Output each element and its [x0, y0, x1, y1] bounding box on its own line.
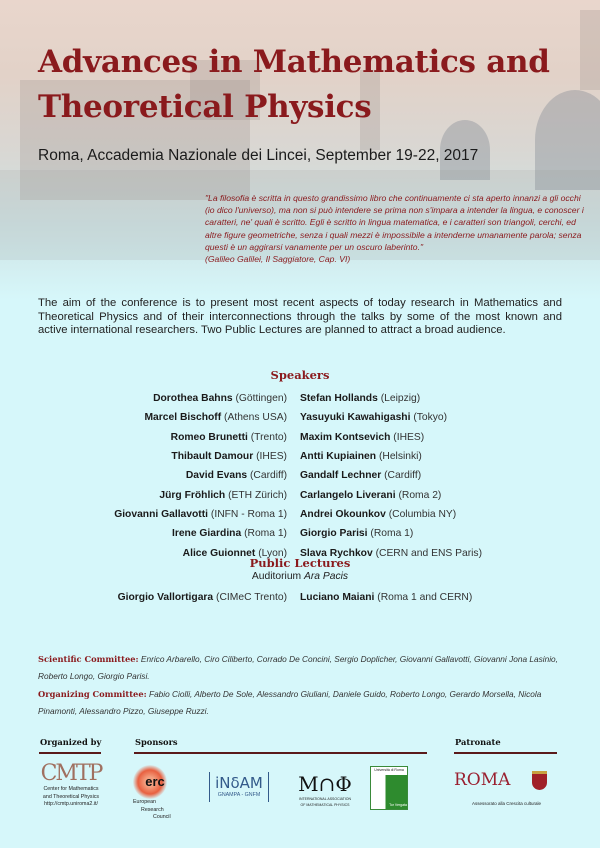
speaker-affiliation: (Helsinki): [378, 451, 422, 463]
speaker-name: Jürg Fröhlich: [159, 489, 226, 501]
quote-text: "La filosofia è scritta in questo grandissimo libro che continuamente ci sta aperto innanzi a gli occhi (io dico l'universo), ma non si può intendere se prima non s'impara a intender la lingua, e conoscer i caratteri, ne' quali è scritto. Egli è scritto in lingua matematica, e i caratteri son triangoli, cerchi, ed altre figure geometriche, senza i quali mezzi è impossibile a intenderne umanamente parola; senza questi è un aggirarsi vanamente per un oscuro laberinto.": [205, 193, 584, 252]
speaker-row: [0, 428, 600, 447]
speaker-affiliation: (Athens USA): [224, 412, 287, 424]
speaker-row: [0, 588, 600, 607]
speaker-entry: [293, 393, 600, 404]
speaker-entry: [293, 470, 600, 481]
tor-vergata-logo: [370, 766, 408, 810]
speaker-affiliation: (Lyon): [258, 547, 287, 559]
speaker-name: Yasuyuki Kawahigashi: [300, 412, 411, 424]
speaker-entry: [293, 412, 600, 423]
speaker-affiliation: (Cardiff): [250, 470, 287, 482]
speaker-name: David Evans: [185, 470, 248, 482]
speaker-name: Gandalf Lechner: [300, 470, 382, 482]
venue-name: Ara Pacis: [304, 571, 349, 582]
speaker-row: [0, 447, 600, 466]
speaker-name: Thibault Damour: [171, 451, 254, 463]
cmtp-name-line1: Center for Mathematics: [43, 786, 99, 792]
speaker-row: [0, 524, 600, 543]
speaker-row: [0, 408, 600, 427]
divider: [134, 752, 427, 754]
speaker-affiliation: (Roma 1 and CERN): [377, 592, 473, 604]
speaker-entry: [0, 528, 293, 539]
speaker-row: [0, 505, 600, 524]
speaker-affiliation: (ETH Zürich): [228, 489, 287, 501]
speaker-affiliation: (Columbia NY): [388, 508, 457, 520]
iamp-line2: OF MATHEMATICAL PHYSICS: [300, 803, 350, 807]
speaker-name: Dorothea Bahns: [153, 393, 233, 405]
speaker-name: Carlangelo Liverani: [300, 489, 396, 501]
speaker-row: [0, 389, 600, 408]
speaker-affiliation: (INFN - Roma 1): [210, 508, 287, 520]
speaker-entry: [293, 451, 600, 462]
aim-paragraph: The aim of the conference is to present most recent aspects of today research in Mathematics and Theoretical Physics and of their interconnections through the talks by some of the most known and active international researchers. Two Public Lectures are planned to attract a broad audience.: [38, 297, 562, 337]
cmtp-url[interactable]: http://cmtp.uniroma2.it/: [44, 801, 98, 807]
speaker-name: Maxim Kontsevich: [300, 431, 391, 443]
speaker-affiliation: (CIMeC Trento): [216, 592, 287, 604]
roma-logo-text: ROMA: [454, 770, 511, 790]
tor-vergata-top: Università di Roma: [371, 767, 407, 775]
iamp-logo: [295, 772, 355, 808]
speaker-entry: [293, 432, 600, 443]
speaker-row: [0, 466, 600, 485]
divider: [39, 752, 101, 754]
venue-prefix: Auditorium: [251, 571, 302, 582]
speaker-name: Slava Rychkov: [300, 547, 373, 559]
speaker-affiliation: (Roma 1): [370, 528, 414, 540]
sponsors-heading: Sponsors: [135, 737, 178, 747]
cmtp-logo: [36, 762, 106, 809]
page-title: Advances in Mathematics and Theoretical Physics: [38, 44, 550, 125]
roma-crest-icon: [532, 771, 547, 790]
speaker-name: Antti Kupiainen: [300, 451, 377, 463]
speaker-entry: [293, 528, 600, 539]
speaker-entry: [293, 592, 600, 603]
speaker-affiliation: (IHES): [393, 431, 425, 443]
speaker-entry: [293, 490, 600, 501]
roma-sub: Assessorato alla Crescita culturale: [471, 801, 542, 806]
speaker-name: Irene Giardina: [171, 528, 242, 540]
scientific-committee: [38, 651, 568, 686]
speaker-entry: [0, 393, 293, 404]
speaker-name: Andrei Okounkov: [300, 508, 386, 520]
tor-vergata-bottom: Tor Vergata: [389, 802, 407, 807]
iamp-line1: INTERNATIONAL ASSOCIATION: [298, 797, 352, 801]
speaker-affiliation: (Roma 2): [398, 489, 442, 501]
speaker-row: [0, 485, 600, 504]
speaker-entry: [0, 490, 293, 501]
indam-logo: [209, 772, 269, 802]
speaker-affiliation: (Tokyo): [413, 412, 448, 424]
organized-by-heading: Organized by: [40, 737, 102, 747]
organizing-committee: [38, 686, 568, 721]
scientific-committee-label: Scientific Committee:: [38, 654, 139, 664]
speaker-entry: [0, 412, 293, 423]
speaker-name: Romeo Brunetti: [170, 431, 248, 443]
speaker-name: Luciano Maiani: [300, 592, 375, 604]
indam-logo-mark: iNδAM: [215, 774, 263, 792]
erc-line2: Research: [141, 806, 164, 813]
venue: [0, 571, 600, 582]
erc-logo: [133, 765, 178, 822]
divider: [454, 752, 557, 754]
speaker-entry: [293, 509, 600, 520]
cmtp-logo-mark: CMTP: [40, 761, 102, 786]
speaker-affiliation: (IHES): [256, 451, 287, 463]
organizing-committee-label: Organizing Committee:: [38, 688, 147, 699]
speaker-name: Giorgio Parisi: [300, 528, 368, 540]
speaker-affiliation: (Göttingen): [235, 393, 287, 405]
public-lectures-heading: Public Lectures: [249, 556, 351, 570]
erc-line3: Council: [153, 814, 171, 820]
speaker-affiliation: (Roma 1): [244, 528, 287, 540]
speaker-entry: [0, 592, 293, 603]
speaker-affiliation: (Trento): [250, 431, 287, 443]
speaker-name: Alice Guionnet: [182, 547, 256, 559]
speakers-heading: Speakers: [270, 368, 330, 382]
speaker-affiliation: (Cardiff): [384, 470, 422, 482]
speaker-name: Giovanni Gallavotti: [114, 508, 209, 520]
roma-logo: [454, 770, 559, 808]
patronate-heading: Patronate: [455, 737, 501, 747]
scientific-committee-members: Enrico Arbarello, Ciro Ciliberto, Corrado De Concini, Sergio Doplicher, Giovanni Gallavotti, Giovanni Jona Lasinio, Roberto Longo, Giorgio Parisi.: [38, 654, 558, 682]
erc-line1: European: [133, 799, 156, 805]
committees: [38, 651, 568, 720]
iamp-logo-mark: M∩Φ: [298, 772, 352, 796]
galileo-quote: [205, 192, 585, 265]
cmtp-name-line2: and Theoretical Physics: [42, 793, 100, 800]
speaker-affiliation: (Leipzig): [380, 393, 421, 405]
subtitle: Roma, Accademia Nazionale dei Lincei, September 19-22, 2017: [38, 147, 479, 164]
speaker-entry: [0, 451, 293, 462]
speaker-affiliation: (CERN and ENS Paris): [375, 547, 483, 559]
speaker-name: Marcel Bischoff: [144, 412, 222, 424]
speaker-entry: [0, 470, 293, 481]
quote-source: (Galileo Galilei, Il Saggiatore, Cap. VI): [205, 254, 351, 265]
speaker-entry: [0, 509, 293, 520]
speakers-list: [0, 389, 600, 563]
erc-logo-mark: erc: [133, 765, 167, 799]
organizing-committee-members: Fabio Ciolli, Alberto De Sole, Alessandro Giuliani, Daniele Guido, Roberto Longo, Gerardo Morsella, Nicola Pinamonti, Alessandro Pizzo, Giuseppe Ruzzi.: [38, 688, 542, 716]
speaker-name: Stefan Hollands: [300, 393, 378, 405]
speaker-name: Giorgio Vallortigara: [117, 592, 214, 604]
public-lectures-list: [0, 588, 600, 607]
speaker-entry: [0, 432, 293, 443]
indam-sub: GNAMPA - GNFM: [217, 792, 261, 798]
